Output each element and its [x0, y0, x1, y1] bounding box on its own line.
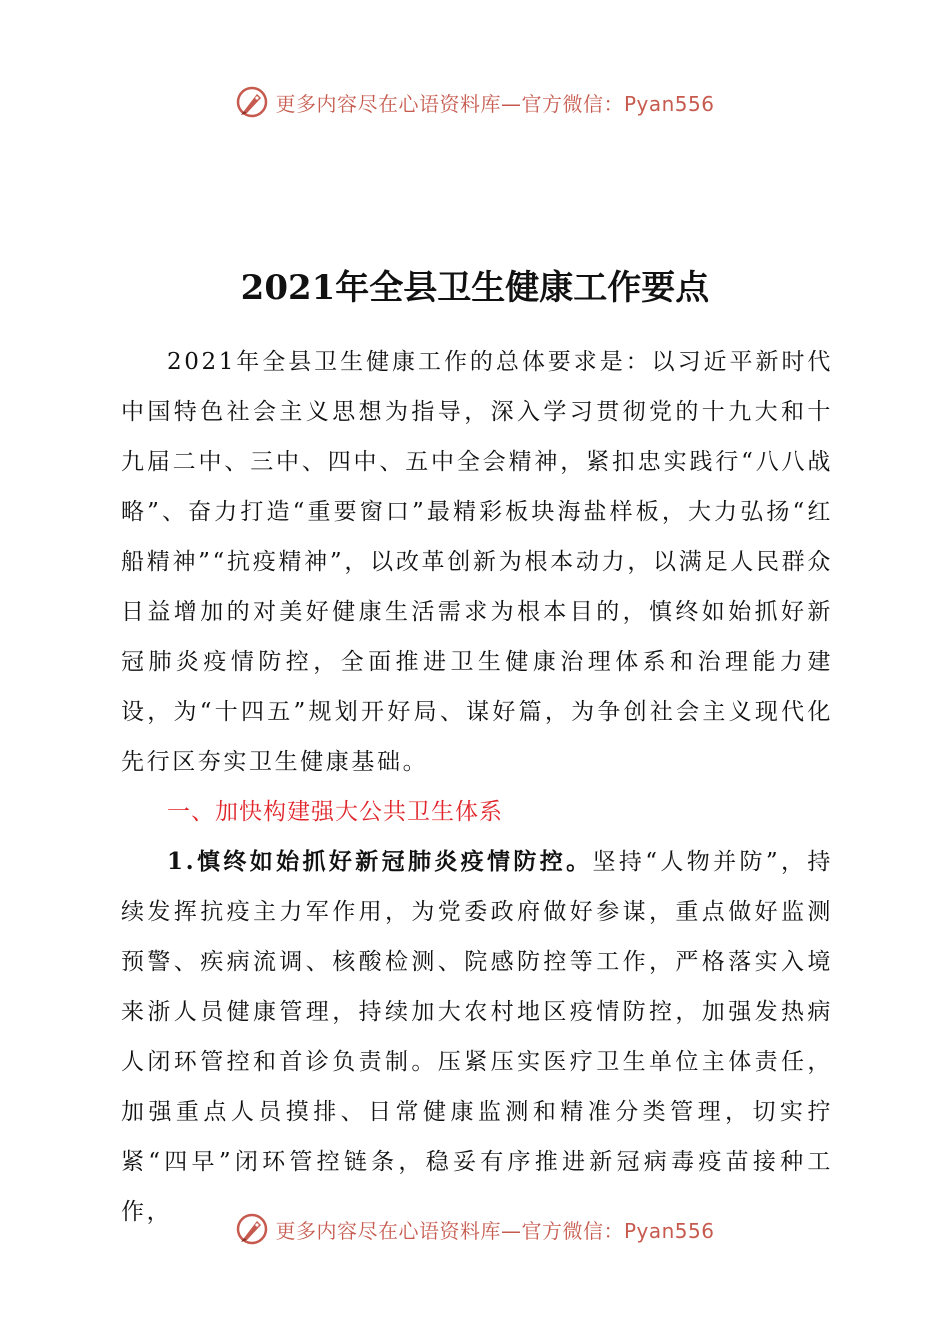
header-watermark	[0, 82, 950, 122]
watermark-text: 更多内容尽在心语资料库—官方微信：Pyan556	[275, 1218, 715, 1243]
section-heading: 一、加快构建强大公共卫生体系	[167, 799, 503, 825]
document-title: 2021年全县卫生健康工作要点	[240, 268, 710, 308]
point-paragraph	[121, 837, 833, 1237]
point-title: 1.慎终如始抓好新冠肺炎疫情防控。	[167, 848, 593, 875]
footer-watermark	[0, 1209, 950, 1249]
point-body: 坚持“人物并防”，持续发挥抗疫主力军作用，为党委政府做好参谋，重点做好监测预警、疾病流调、核酸检测、院感防控等工作，严格落实入境来浙人员健康管理，持续加大农村地区疫情防控，加强发热病人闭环管控和首诊负责制。压紧压实医疗卫生单位主体责任，加强重点人员摸排、日常健康监测和精准分类管理，切实拧紧“四早”闭环管控链条，稳妥有序推进新冠病毒疫苗接种工作，	[121, 849, 833, 1225]
pen-nib-icon	[235, 85, 269, 119]
document-body	[121, 337, 833, 1237]
intro-paragraph: 2021年全县卫生健康工作的总体要求是：以习近平新时代中国特色社会主义思想为指导，深入学习贯彻党的十九大和十九届二中、三中、四中、五中全会精神，紧扣忠实践行“八八战略”、奋力打造“重要窗口”最精彩板块海盐样板，大力弘扬“红船精神”“抗疫精神”，以改革创新为根本动力，以满足人民群众日益增加的对美好健康生活需求为根本目的，慎终如始抓好新冠肺炎疫情防控，全面推进卫生健康治理体系和治理能力建设，为“十四五”规划开好局、谋好篇，为争创社会主义现代化先行区夯实卫生健康基础。	[121, 349, 833, 775]
pen-nib-icon	[235, 1212, 269, 1246]
watermark-text: 更多内容尽在心语资料库—官方微信：Pyan556	[275, 91, 715, 116]
